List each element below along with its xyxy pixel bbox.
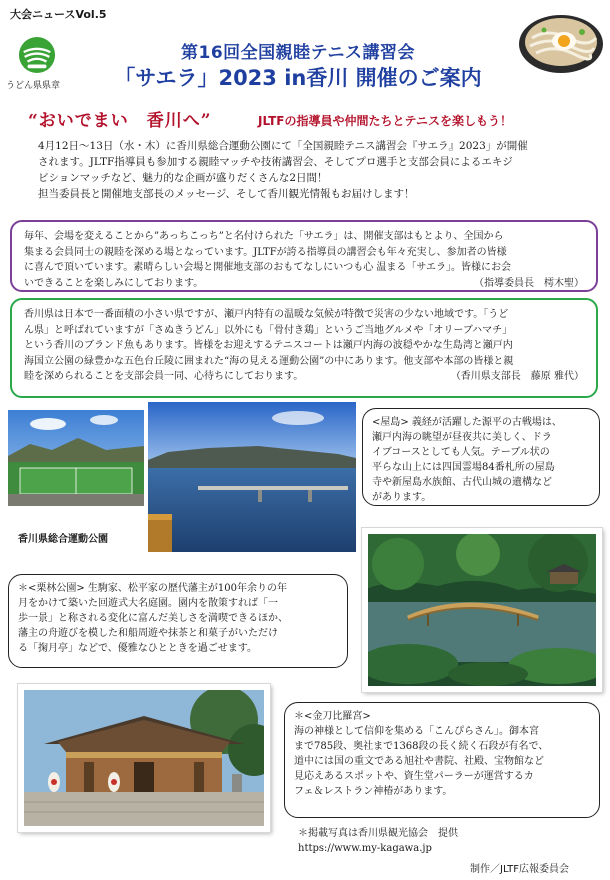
branch-message-line xyxy=(24,369,584,385)
ritsurin-line: ＊<栗林公園> 生駒家、松平家の歴代藩主が100年余りの年 xyxy=(18,583,288,594)
title-line-2: 「サエラ」2023 in香川 開催のご案内 xyxy=(114,66,482,90)
yashima-line: <屋島> 義経が活躍した源平の古戦場は、 xyxy=(372,417,562,428)
yashima-line: があります。 xyxy=(372,492,432,503)
kotohira-line: フェ＆レストラン神椿があります。 xyxy=(294,786,453,797)
yashima-callout xyxy=(362,408,600,506)
branch-message-text: 睦を深められることを支部会員一同、心待ちにしております。 xyxy=(24,371,304,382)
ritsurin-line: 藩主の舟遊びを模した和船周遊や抹茶と和菓子がいただけ xyxy=(18,628,278,639)
kotohira-line: 見応えあるスポットや、資生堂パーラーが運営するカ xyxy=(294,771,534,782)
intro-line: 担当委員長と開催地支部長のメッセージ、そして香川観光情報もお届けします！ xyxy=(38,188,415,200)
intro-line: 4月12日～13日（水・木）に香川県総合運動公園にて「全国親睦テニス講習会『サエラ』2023」が開催 xyxy=(38,140,528,152)
udon-prefecture-emblem-icon xyxy=(18,36,56,74)
chair-message-line: 毎年、会場を変えることから”あっちこっち”と名付けられた「サエラ」は、開催支部はもとより、全国から xyxy=(24,231,504,242)
photo-credit xyxy=(298,826,458,856)
branch-message-box xyxy=(10,298,598,398)
sports-park-photo xyxy=(8,410,144,506)
chair-message-line: 集まる会員同士の親睦を深める場となっています。JLTFが誇る指導員の講習会も年々充実し、参加者の皆様 xyxy=(24,246,507,258)
kotohira-shrine-photo xyxy=(24,690,264,826)
intro-line: されます。JLTF指導員も参加する親睦マッチや技術講習会、そしてプロ選手と支部会員によるエキジ xyxy=(38,156,513,168)
kotohira-shrine-photo-frame xyxy=(18,684,270,832)
slogan-subtitle: JLTFの指導員や仲間たちとテニスを楽しもう！ xyxy=(258,114,513,128)
kotohira-line: 道中には国の重文である旭社や書院、社殿、宝物館など xyxy=(294,756,544,767)
branch-message-line: 海国立公園の緑豊かな五色台丘陵に囲まれた“海の見える運動公園”の中にあります。他支部や本部の皆様と親 xyxy=(24,355,514,367)
emblem-caption: うどん県県章 xyxy=(6,81,61,91)
news-volume-label: 大会ニュースVol.5 xyxy=(10,8,107,21)
intro-line: ビションマッチなど、魅力的な企画が盛りだくさんな2日間！ xyxy=(38,172,328,184)
udon-bowl-photo xyxy=(518,8,604,74)
branch-message-line: という香川のブランド魚もあります。皆様をお迎えするテニスコートは瀬戸内海の波穏やかな生島湾と瀬戸内 xyxy=(24,340,513,351)
yashima-line: 瀬戸内海の眺望が昼夜共に美しく、ドラ xyxy=(372,432,552,443)
ritsurin-garden-photo xyxy=(368,534,596,686)
ritsurin-line: る「掬月亭」などで、優雅なひとときを過ごせます。 xyxy=(18,643,257,654)
intro-paragraph xyxy=(38,138,586,202)
slogan-main: “おいでまい 香川へ” xyxy=(28,111,212,131)
chair-message-box xyxy=(10,220,598,292)
title-line-1: 第16回全国親睦テニス講習会 xyxy=(181,43,415,63)
ritsurin-callout xyxy=(8,574,348,668)
chair-message-line xyxy=(24,276,584,292)
branch-signature: （香川県支部長 藤原 雅代） xyxy=(450,371,584,382)
yashima-line: 平らな山上には四国霊場84番札所の屋島 xyxy=(372,462,555,473)
chair-message-text: いできることを楽しみにしております。 xyxy=(24,277,204,289)
park-photo-caption: 香川県総合運動公園 xyxy=(18,534,108,545)
yashima-line: イブコースとしても人気。テーブル状の xyxy=(372,447,550,458)
ritsurin-line: 月をかけて築いた回遊式大名庭園。園内を散策すれば「一 xyxy=(18,598,278,609)
ritsurin-line: 歩一景」と称される変化に富んだ美しさを満喫できるほか、 xyxy=(18,613,288,624)
kotohira-line: ＊<金刀比羅宮> xyxy=(294,711,371,722)
chair-message-line: に喜んで頂いています。素晴らしい会場と開催地支部のおもてなしにいつも心 温まる「サエラ」。皆様にお会 xyxy=(24,262,511,273)
yashima-line: 寺や新屋島水族館、古代山城の遺構など xyxy=(372,477,552,488)
branch-message-line: 香川県は日本で一番面積の小さい県ですが、瀬戸内特有の温暖な気候が特徴で災害の少ない地域です。「うど xyxy=(24,309,509,320)
branch-message-line: ん県」と呼ばれていますが「さぬきうどん」以外にも「骨付き鶏」というご当地グルメや「オリーブハマチ」 xyxy=(24,324,513,336)
kotohira-callout xyxy=(284,702,600,818)
kotohira-line: まで785段、奥社まで1368段の長く続く石段が有名で、 xyxy=(294,741,549,752)
seto-inland-sea-photo xyxy=(148,402,356,552)
footer-producer: 制作／JLTF広報委員会 xyxy=(470,864,570,875)
photo-credit-text: ＊掲載写真は香川県観光協会 提供 xyxy=(298,828,458,839)
ritsurin-garden-photo-frame xyxy=(362,528,602,692)
chair-signature: （指導委員長 樗木聖） xyxy=(474,277,584,289)
tourism-url-link[interactable]: https://www.my-kagawa.jp xyxy=(298,843,432,854)
kotohira-line: 海の神様として信仰を集める「こんぴらさん」。御本宮 xyxy=(294,726,539,737)
